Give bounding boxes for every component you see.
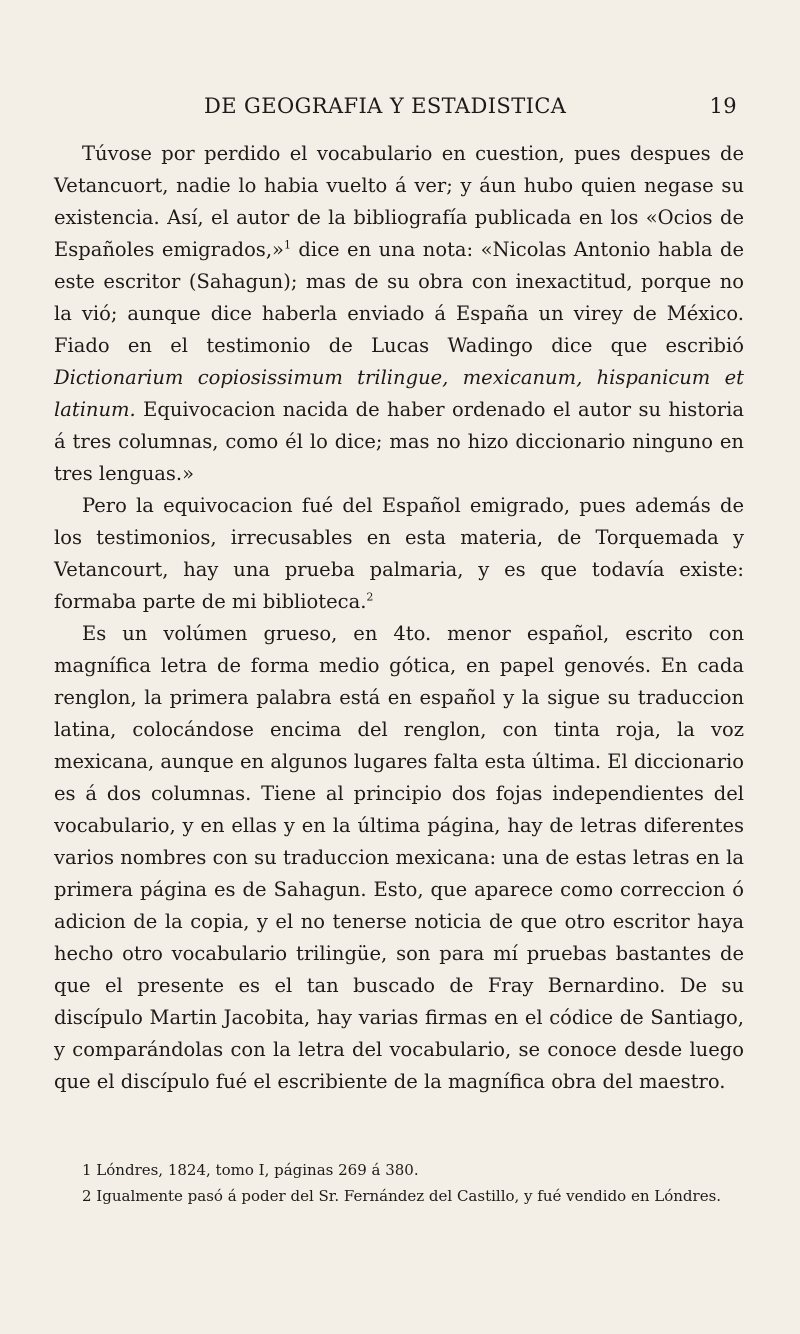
page-header xyxy=(70,94,737,130)
page-number: 19 xyxy=(709,94,737,118)
main-text xyxy=(54,138,744,1098)
footnote-ref-2: 2 xyxy=(366,590,374,604)
paragraph-1-text-b: dice en una nota: «Nicolas Antonio habla de este escritor (Sahagun); mas de su obra con inexactitud, porque no la vió; aunque dice haberla enviado á España un virey de México. Fiado en el testimonio de Lucas Wadingo dice que escribió xyxy=(54,238,745,357)
paragraph-2-text: Pero la equivocacion fué del Español emigrado, pues además de los testimonios, irrecusables en esta materia, de Torquemada y Vetancourt, hay una prueba palmaria, y es que todavía existe: formaba parte de mi biblioteca. xyxy=(54,494,744,613)
paragraph-1 xyxy=(54,138,744,490)
cited-title: Dictionarium copiosissimum trilingue, mexicanum, hispanicum et latinum. xyxy=(54,366,744,421)
paragraph-3: Es un volúmen grueso, en 4to. menor español, escrito con magnífica letra de forma medio gótica, en papel genovés. En cada renglon, la primera palabra está en español y la sigue su traduccion latina, colocándose encima del renglon, con tinta roja, la voz mexicana, aunque en algunos lugares falta esta última. El diccionario es á dos columnas. Tiene al principio dos fojas independientes del vocabulario, y en ellas y en la última página, hay de letras diferentes varios nombres con su traduccion mexicana: una de estas letras en la primera página es de Sahagun. Esto, que aparece como correccion ó adicion de la copia, y el no tenerse noticia de que otro escritor haya hecho otro vocabulario trilingüe, son para mí pruebas bastantes de que el presente es el tan buscado de Fray Bernardino. De su discípulo Martin Jacobita, hay varias firmas en el códice de Santiago, y comparándolas con la letra del vocabulario, se conoce desde luego que el discípulo fué el escribiente de la magnífica obra del maestro. xyxy=(54,622,744,1093)
paragraph-1-text-a: Túvose por perdido el vocabulario en cuestion, pues despues de Vetancuort, nadie lo habia vuelto á ver; y áun hubo quien negase su existencia. Así, el autor de la bibliografía publicada en los «Ocios de Españoles emigrados,» xyxy=(54,142,744,261)
paragraph-2 xyxy=(54,490,744,618)
running-title: DE GEOGRAFIA Y ESTADISTICA xyxy=(204,94,567,118)
footnote-2: 2 Igualmente pasó á poder del Sr. Fernández del Castillo, y fué vendido en Lóndres. xyxy=(82,1187,722,1205)
paragraph-1-text-c: Equivocacion nacida de haber ordenado el autor su historia á tres columnas, como él lo dice; mas no hizo diccionario ninguno en tres lenguas.» xyxy=(54,398,744,485)
footnotes xyxy=(54,1157,744,1209)
footnote-1: 1 Lóndres, 1824, tomo I, páginas 269 á 380. xyxy=(82,1161,419,1179)
footnote-ref-1: 1 xyxy=(283,238,291,252)
